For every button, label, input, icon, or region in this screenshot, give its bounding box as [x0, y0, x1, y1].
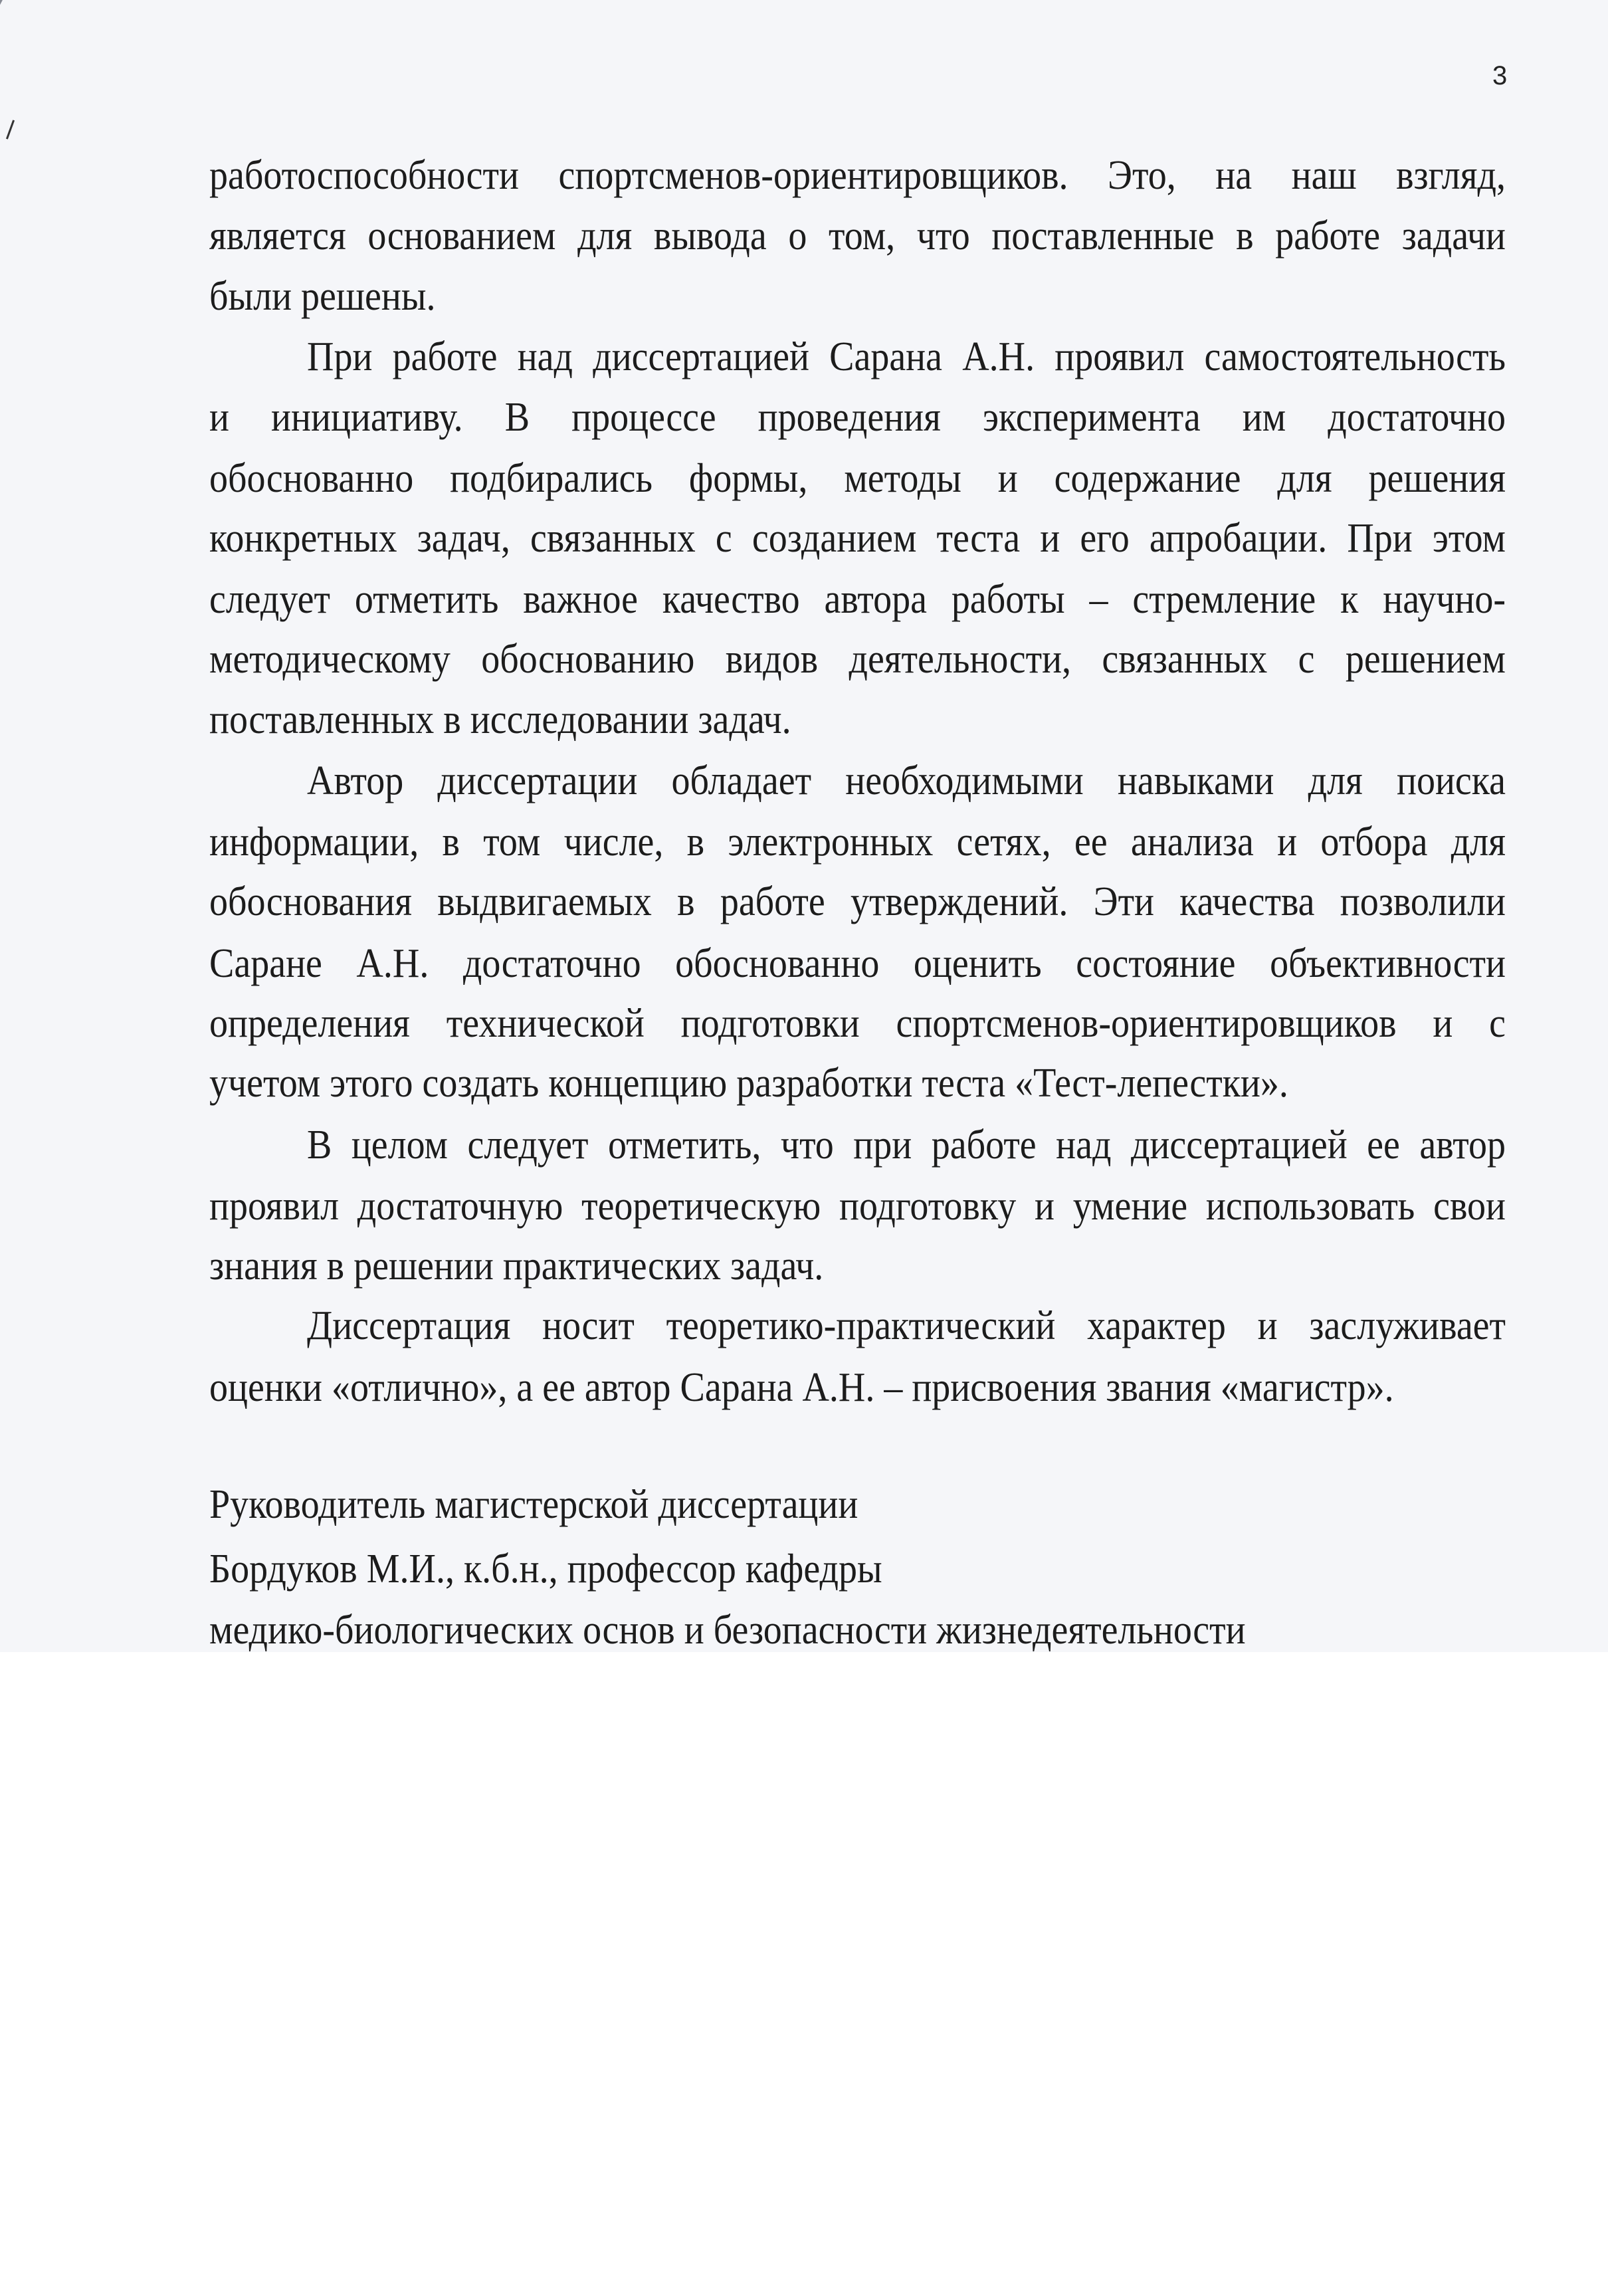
signature-line: Бордуков М.И., к.б.н., профессор кафедры — [209, 1546, 882, 1592]
paragraph-1-line: работоспособности спортсменов-ориентировщиков. Это, на наш взгляд, — [209, 152, 1506, 199]
paragraph-3-line: определения технической подготовки спортсменов-ориентировщиков и с — [209, 1000, 1506, 1047]
paragraph-3-line: Саране А.Н. достаточно обоснованно оценить состояние объективности — [209, 940, 1506, 987]
paragraph-3-line: учетом этого создать концепцию разработки теста «Тест-лепестки». — [209, 1060, 1288, 1106]
paragraph-2-line: методическому обоснованию видов деятельности, связанных с решением — [209, 636, 1506, 682]
signature-line: медико-биологических основ и безопасности жизнедеятельности — [209, 1607, 1246, 1653]
paragraph-2-line: обоснованно подбирались формы, методы и содержание для решения — [209, 455, 1506, 502]
paragraph-3-line: Автор диссертации обладает необходимыми навыками для поиска — [307, 758, 1506, 804]
page-number: 3 — [1492, 61, 1508, 90]
paragraph-4-line: В целом следует отметить, что при работе над диссертацией ее автор — [307, 1122, 1506, 1168]
paragraph-2-line: конкретных задач, связанных с созданием теста и его апробации. При этом — [209, 515, 1506, 562]
paragraph-2-line: и инициативу. В процессе проведения эксперимента им достаточно — [209, 394, 1506, 441]
paragraph-4-line: знания в решении практических задач. — [209, 1243, 824, 1289]
page-edge-mark — [6, 120, 15, 139]
page-edge-line — [0, 0, 9, 135]
paragraph-2-line: При работе над диссертацией Сарана А.Н. проявил самостоятельность — [307, 334, 1506, 380]
paragraph-2-line: следует отметить важное качество автора работы – стремление к научно- — [209, 576, 1506, 623]
paragraph-3-line: обоснования выдвигаемых в работе утверждений. Эти качества позволили — [209, 879, 1506, 925]
paragraph-1-line: является основанием для вывода о том, что поставленные в работе задачи — [209, 213, 1506, 259]
paragraph-3-line: информации, в том числе, в электронных сетях, ее анализа и отбора для — [209, 819, 1506, 865]
paragraph-5-line: Диссертация носит теоретико-практический характер и заслуживает — [307, 1303, 1506, 1349]
paragraph-1-line: были решены. — [209, 273, 436, 320]
paragraph-5-line: оценки «отлично», а ее автор Сарана А.Н. – присвоения звания «магистр». — [209, 1364, 1394, 1411]
signature-line: Руководитель магистерской диссертации — [209, 1481, 858, 1528]
paragraph-2-line: поставленных в исследовании задач. — [209, 696, 791, 743]
paragraph-4-line: проявил достаточную теоретическую подготовку и умение использовать свои — [209, 1183, 1506, 1229]
